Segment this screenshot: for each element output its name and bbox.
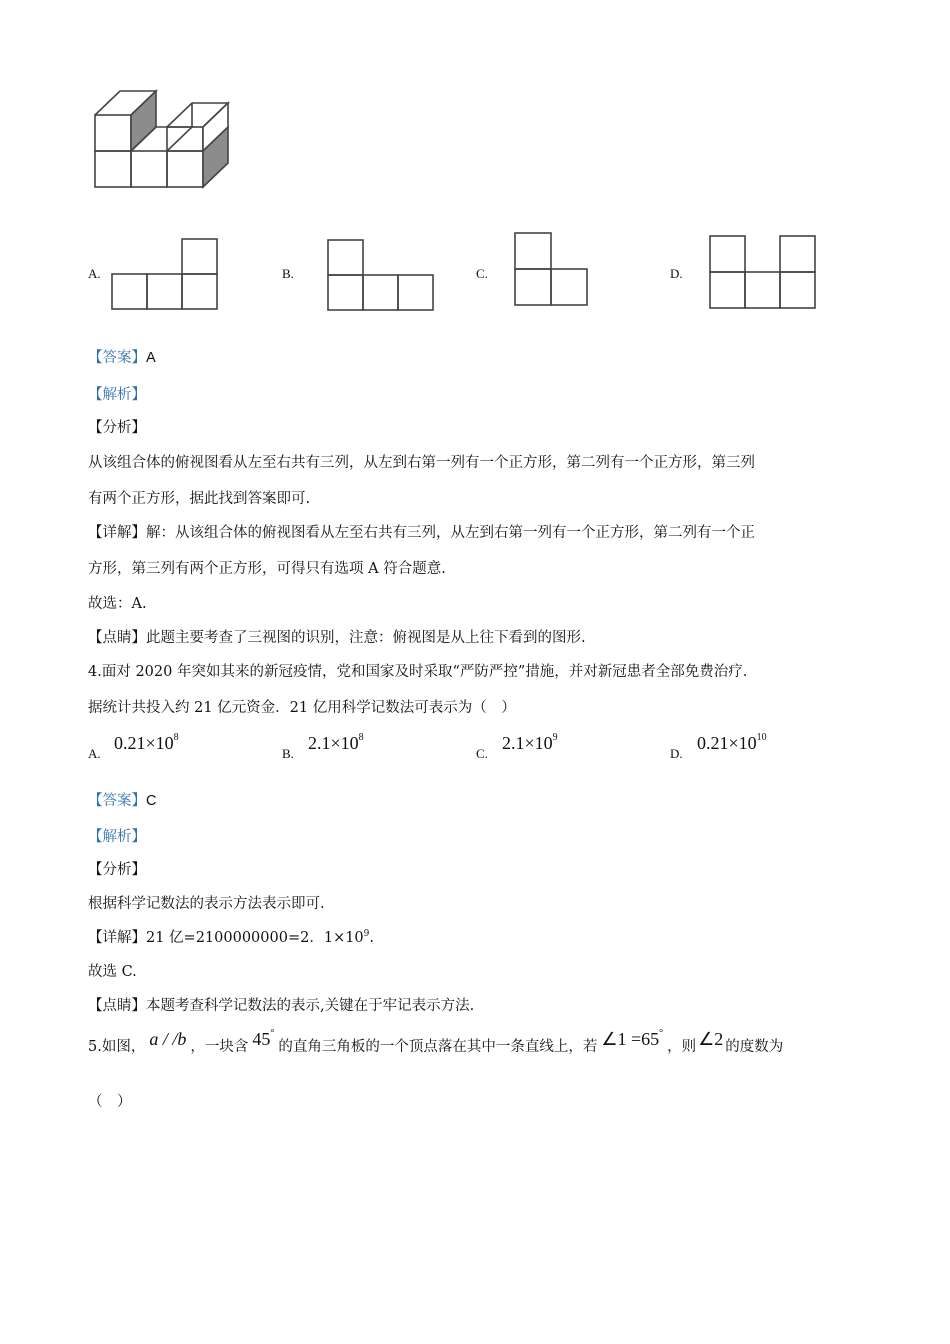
q4-comment-line — [88, 994, 474, 1015]
q3-detail-line2: 方形，第三列有两个正方形，可得只有选项 A 符合题意. — [88, 561, 446, 577]
q4-detail-tag: 【详解】 — [88, 930, 146, 946]
q4-comment-tag: 【点睛】 — [88, 998, 146, 1014]
q4-option-a-letter[interactable]: A. — [88, 746, 101, 761]
q5-mid2: 的直角三角板的一个顶点落在其中一条直线上，若 — [278, 1039, 598, 1055]
q3-option-c-letter[interactable]: C. — [476, 266, 488, 281]
q3-detail-text1: 解：从该组合体的俯视图看从左至右共有三列，从左到右第一列有一个正方形，第二列有一个正 — [146, 525, 755, 541]
q3-fenxi-tag: 【分析】 — [88, 420, 146, 436]
q4-fenxi: 根据科学记数法的表示方法表示即可. — [88, 896, 325, 912]
q4-option-c-letter[interactable]: C. — [476, 746, 488, 761]
q3-option-a-figure[interactable] — [108, 236, 220, 316]
q4-analysis-tag: 【解析】 — [88, 829, 146, 845]
q3-detail-tag: 【详解】 — [88, 525, 146, 541]
q5-prefix: 5.如图， — [88, 1039, 146, 1055]
q3-analysis-tag: 【解析】 — [88, 387, 146, 403]
cube-solid-figure — [88, 85, 263, 195]
q4-detail-end: . — [369, 930, 375, 946]
q3-option-d-letter[interactable]: D. — [670, 266, 683, 281]
q3-option-b-figure[interactable] — [324, 236, 436, 316]
q4-option-b-value[interactable]: $2.1\times 10^8$ — [308, 732, 364, 753]
q3-answer: A — [146, 350, 156, 366]
q4-choose: 故选 C. — [88, 964, 137, 980]
q3-option-a-letter[interactable]: A. — [88, 266, 101, 281]
q5-angle2: ∠2 — [698, 1029, 724, 1049]
q5-stem-line — [88, 1028, 784, 1056]
q4-option-d-letter[interactable]: D. — [670, 746, 683, 761]
q4-fenxi-tag: 【分析】 — [88, 862, 146, 878]
q3-fenxi-line2: 有两个正方形，据此找到答案即可. — [88, 491, 311, 507]
q5-bracket: （ ） — [88, 1094, 132, 1110]
q3-answer-tag: 【答案】 — [88, 350, 146, 366]
q3-option-b-letter[interactable]: B. — [282, 266, 294, 281]
q5-suffix: 的度数为 — [725, 1039, 784, 1055]
q4-comment: 本题考查科学记数法的表示,关键在于牢记表示方法. — [146, 998, 475, 1014]
q3-comment-tag: 【点睛】 — [88, 630, 146, 646]
q4-stem-line1: 4.面对 2020 年突如其来的新冠疫情，党和国家及时采取“严防严控”措施，并对新冠患者全部免费治疗. — [88, 664, 748, 680]
q5-parallel: a / /b — [149, 1029, 187, 1049]
q4-stem-line2: 据统计共投入约 21 亿元资金．21 亿用科学记数法可表示为（ ） — [88, 700, 516, 716]
q4-option-d-value[interactable]: $0.21\times 10^{10}$ — [697, 732, 767, 753]
q4-answer-line — [88, 789, 156, 810]
q3-comment-line — [88, 626, 586, 647]
q4-option-a-value[interactable]: $0.21\times 10^8$ — [114, 732, 179, 753]
q4-answer: C — [146, 793, 157, 809]
q4-detail-exp: 9 — [363, 929, 370, 940]
q5-mid3: ，则 — [667, 1039, 697, 1055]
q3-comment: 此题主要考查了三视图的识别，注意：俯视图是从上往下看到的图形. — [146, 630, 586, 646]
q3-choose: 故选：A. — [88, 596, 147, 612]
q4-detail-text: 21 亿=2100000000=2．1×10 — [146, 930, 364, 946]
q5-angle1: ∠1 =65° — [601, 1028, 664, 1049]
q4-option-b-letter[interactable]: B. — [282, 746, 294, 761]
q5-mid1: ，一块含 — [190, 1039, 249, 1055]
q3-fenxi-line1: 从该组合体的俯视图看从左至右共有三列，从左到右第一列有一个正方形，第二列有一个正方形，第三列 — [88, 455, 755, 471]
q3-detail-line1 — [88, 521, 755, 542]
q3-option-c-figure[interactable] — [512, 230, 592, 310]
q4-detail-line — [88, 926, 374, 947]
q3-option-d-figure[interactable] — [706, 232, 818, 312]
q3-answer-line — [88, 346, 156, 367]
q4-answer-tag: 【答案】 — [88, 793, 146, 809]
q5-angle45: 45° — [252, 1028, 275, 1049]
q4-option-c-value[interactable]: $2.1\times 10^9$ — [502, 732, 558, 753]
